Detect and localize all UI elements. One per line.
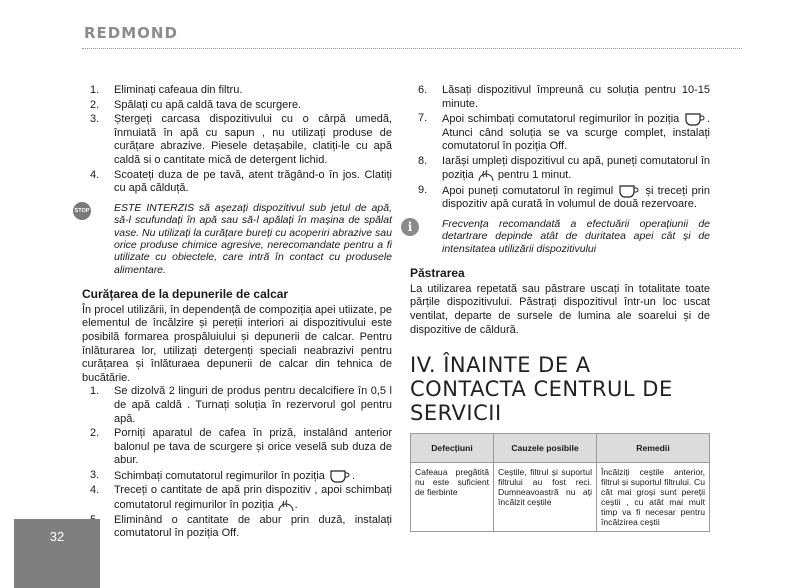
stop-icon: STOP — [73, 202, 91, 220]
table-cell: Cafeaua pregătită nu este suficient de fierbinte — [411, 463, 494, 532]
table-header-row — [411, 434, 710, 463]
list-item: 2. Porniți aparatul de cafea în priză, instalând anterior balonul pe tava de scurgere și orice veselă sub duza de abur. — [90, 427, 392, 467]
table-header: Remedii — [597, 434, 710, 463]
table-header: Defecțiuni — [411, 434, 494, 463]
left-column — [74, 84, 392, 542]
storage-paragraph: La utilizarea repetată sau păstrare uscați în totalitate toate părțile dispozitivului. Păstrați dispozitivul într-un loc uscat ventilat, departe de sursele de lumina ale soarelui și de dispozitive de căldură. — [410, 282, 710, 336]
page-number: 32 — [49, 529, 65, 544]
list-item: 3. Ștergeți carcasa dispozitivului cu o cârpă umedă, înmuiată în apă cu sapun , nu utilizați produse de curățare abrazive. Piesele detașabile, clatiți-le cu apă caldă si o cantitate mică de detergent lichid. — [90, 113, 392, 166]
right-column — [407, 84, 711, 532]
coffee-cup-icon — [683, 112, 707, 126]
list-item: 7. Apoi schimbați comutatorul regimurilor în poziția . Atunci când soluția se va scurge complet, instalați comutatorul în poziția Off. — [418, 112, 711, 153]
coffee-cup-icon — [617, 184, 641, 198]
info-icon: i — [401, 218, 419, 236]
brand-logo: REDMOND — [84, 24, 178, 42]
page-number-box — [14, 519, 100, 588]
list-item: 8. Iarăși umpleți dispozitivul cu apă, puneți comutatorul în poziția pentru 1 minut. — [418, 154, 710, 182]
steam-icon — [477, 168, 495, 182]
list-item: 4. Treceți o cantitate de apă prin dispozitiv , apoi schimbați comutatorul regimurilor în poziția . — [90, 484, 392, 511]
header-rule — [82, 48, 742, 49]
list-item: 6. Lăsați dispozitivul împreună cu soluția pentru 10-15 minute. — [418, 84, 710, 110]
info-note-text: Frecvența recomandată a efectuării operațiunii de detartrare depinde atât de duritatea apei cât și de intensitatea utilizării dispozitivului — [442, 218, 710, 255]
table-row — [411, 463, 710, 532]
descaling-steps-continued — [410, 84, 710, 212]
troubleshooting-table — [410, 433, 710, 532]
list-item: 1. Se dizolvă 2 linguri de produs pentru decalcifiere în 0,5 l de apă caldă . Turnați soluția în rezervorul gol pentru apă. — [90, 385, 392, 425]
storage-heading: Păstrarea — [410, 266, 465, 281]
info-note — [407, 218, 710, 255]
steam-icon — [277, 498, 295, 512]
descaling-steps-list — [82, 385, 392, 540]
descaling-paragraph: În procel utilizării, în dependență de compoziția apei utiizate, pe elementul de încălzire și pereții interiori ai dispozitivului este posibilă formarea prospăluiului și depunerii de calcar. Pentru înlăturarea lor, utilizați detergenți speciali neabrazivi pentru curățarea și înlăturaea depunerii de calcar din tehnica de bucătărie. — [82, 303, 392, 384]
list-item: 2. Spălați cu apă caldă tava de scurgere. — [90, 98, 302, 111]
list-item: Eliminând o cantitate de abur prin duză, instalați comutatorul în poziția Off. — [114, 513, 392, 540]
stop-warning — [74, 201, 392, 276]
table-header: Cauzele posibile — [494, 434, 597, 463]
table-cell: Ceștile, filtrul și suportul filtrului au fost reci. Dumneavoastră nu ați încălzit ceștile — [494, 463, 597, 532]
descaling-heading: Curățarea de la depunerile de calcar — [82, 287, 289, 302]
stop-note-text: ESTE INTERZIS să așezați dispozitivul sub jetul de apă, să-l scufundați în apă sau să-l apălați în mașina de spălat vase. Nu utilizați la curățare bureți cu acoperiri abrazive sau orice produse chimice agresive, nerecomandate pentru a fi utilizate cu obiectele, care intră în contact cu produsele alimentare. — [114, 201, 392, 276]
list-item: 9. Apoi puneți comutatorul în regimul și treceți prin dispozitiv apă curată în volumul de două rezervoare. — [418, 183, 710, 211]
cleaning-steps-list — [82, 84, 392, 196]
list-item: 3. Schimbați comutatorul regimurilor în poziția . — [90, 468, 356, 482]
list-item: 1. Eliminați cafeaua din filtru. — [90, 84, 243, 96]
list-item: 4. Scoateți duza de pe tavă, atent trăgând-o în jos. Clatiți cu apă călduță. — [90, 168, 392, 195]
table-cell: Încălziți ceștile anterior, filtrul și suportul filtrului. Cu cât mai groși sunt pereții ceștii , cu atât mai mult timp va fi necesar pentru încălzirea ceștii — [597, 463, 710, 532]
section-title: IV. ÎNAINTE DE A CONTACTA CENTRUL DE SERVICII — [410, 353, 673, 426]
coffee-cup-icon — [328, 469, 352, 483]
